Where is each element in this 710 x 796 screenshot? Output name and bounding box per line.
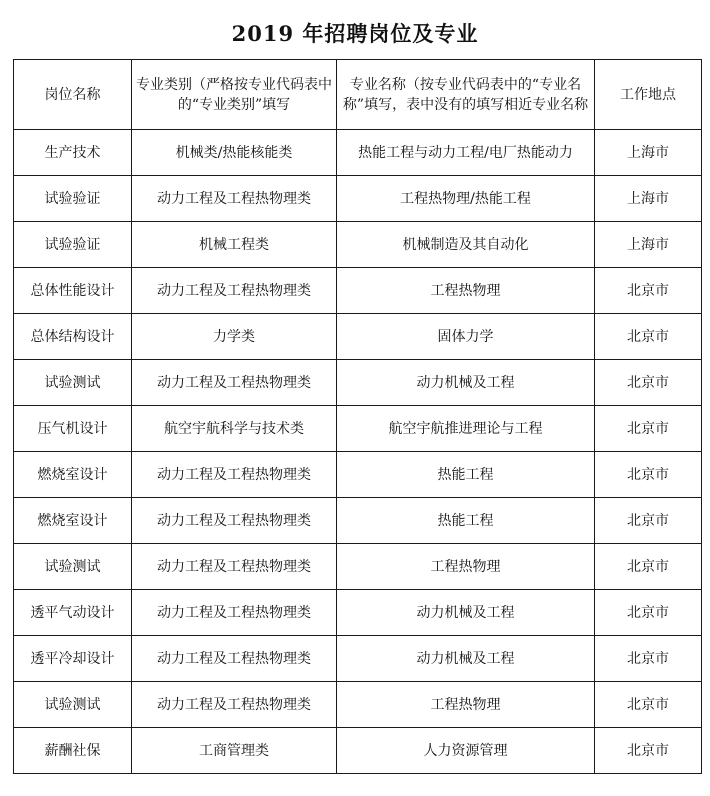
cell-location: 北京市 <box>595 268 702 314</box>
cell-major-category: 动力工程及工程热物理类 <box>132 452 337 498</box>
cell-position: 试验测试 <box>14 544 132 590</box>
table-row <box>14 544 702 590</box>
cell-major-name: 工程热物理 <box>337 268 595 314</box>
cell-location: 北京市 <box>595 498 702 544</box>
table-row <box>14 268 702 314</box>
cell-major-name: 动力机械及工程 <box>337 360 595 406</box>
header-position: 岗位名称 <box>14 60 132 130</box>
cell-position: 试验测试 <box>14 682 132 728</box>
cell-position: 试验验证 <box>14 176 132 222</box>
table-body <box>14 130 702 774</box>
cell-position: 生产技术 <box>14 130 132 176</box>
cell-location: 北京市 <box>595 452 702 498</box>
cell-position: 压气机设计 <box>14 406 132 452</box>
table-row <box>14 314 702 360</box>
table-row <box>14 406 702 452</box>
cell-major-name: 人力资源管理 <box>337 728 595 774</box>
cell-major-category: 机械工程类 <box>132 222 337 268</box>
table-row <box>14 636 702 682</box>
cell-major-name: 工程热物理/热能工程 <box>337 176 595 222</box>
cell-major-name: 动力机械及工程 <box>337 636 595 682</box>
cell-position: 透平气动设计 <box>14 590 132 636</box>
table-row <box>14 728 702 774</box>
cell-position: 总体性能设计 <box>14 268 132 314</box>
table-header-row <box>14 60 702 130</box>
cell-position: 薪酬社保 <box>14 728 132 774</box>
table-row <box>14 498 702 544</box>
table-row <box>14 360 702 406</box>
cell-position: 燃烧室设计 <box>14 498 132 544</box>
table-row <box>14 590 702 636</box>
header-major-name: 专业名称（按专业代码表中的“专业名称”填写，表中没有的填写相近专业名称 <box>337 60 595 130</box>
cell-major-category: 动力工程及工程热物理类 <box>132 590 337 636</box>
cell-major-name: 工程热物理 <box>337 682 595 728</box>
cell-major-category: 航空宇航科学与技术类 <box>132 406 337 452</box>
table-row <box>14 452 702 498</box>
table-row <box>14 176 702 222</box>
jobs-table <box>13 59 702 774</box>
cell-position: 总体结构设计 <box>14 314 132 360</box>
cell-location: 北京市 <box>595 360 702 406</box>
cell-location: 北京市 <box>595 314 702 360</box>
cell-major-category: 动力工程及工程热物理类 <box>132 176 337 222</box>
cell-location: 北京市 <box>595 590 702 636</box>
cell-major-name: 热能工程 <box>337 498 595 544</box>
cell-major-name: 航空宇航推进理论与工程 <box>337 406 595 452</box>
cell-major-name: 动力机械及工程 <box>337 590 595 636</box>
cell-position: 透平冷却设计 <box>14 636 132 682</box>
cell-location: 北京市 <box>595 636 702 682</box>
cell-position: 燃烧室设计 <box>14 452 132 498</box>
cell-major-category: 动力工程及工程热物理类 <box>132 360 337 406</box>
cell-major-name: 热能工程与动力工程/电厂热能动力 <box>337 130 595 176</box>
cell-location: 北京市 <box>595 544 702 590</box>
cell-location: 北京市 <box>595 406 702 452</box>
cell-major-category: 力学类 <box>132 314 337 360</box>
cell-major-category: 机械类/热能核能类 <box>132 130 337 176</box>
cell-major-category: 动力工程及工程热物理类 <box>132 498 337 544</box>
cell-location: 北京市 <box>595 728 702 774</box>
table-row <box>14 222 702 268</box>
page-title: 2019 年招聘岗位及专业 <box>231 21 479 46</box>
cell-major-category: 动力工程及工程热物理类 <box>132 636 337 682</box>
cell-location: 上海市 <box>595 130 702 176</box>
table-row <box>14 682 702 728</box>
cell-position: 试验测试 <box>14 360 132 406</box>
header-major-category: 专业类别（严格按专业代码表中的“专业类别”填写 <box>132 60 337 130</box>
cell-location: 上海市 <box>595 222 702 268</box>
table-row <box>14 130 702 176</box>
header-location: 工作地点 <box>595 60 702 130</box>
cell-major-category: 动力工程及工程热物理类 <box>132 268 337 314</box>
cell-major-name: 机械制造及其自动化 <box>337 222 595 268</box>
cell-major-name: 工程热物理 <box>337 544 595 590</box>
cell-position: 试验验证 <box>14 222 132 268</box>
cell-major-name: 固体力学 <box>337 314 595 360</box>
cell-major-name: 热能工程 <box>337 452 595 498</box>
cell-major-category: 工商管理类 <box>132 728 337 774</box>
cell-location: 北京市 <box>595 682 702 728</box>
cell-major-category: 动力工程及工程热物理类 <box>132 544 337 590</box>
cell-location: 上海市 <box>595 176 702 222</box>
cell-major-category: 动力工程及工程热物理类 <box>132 682 337 728</box>
